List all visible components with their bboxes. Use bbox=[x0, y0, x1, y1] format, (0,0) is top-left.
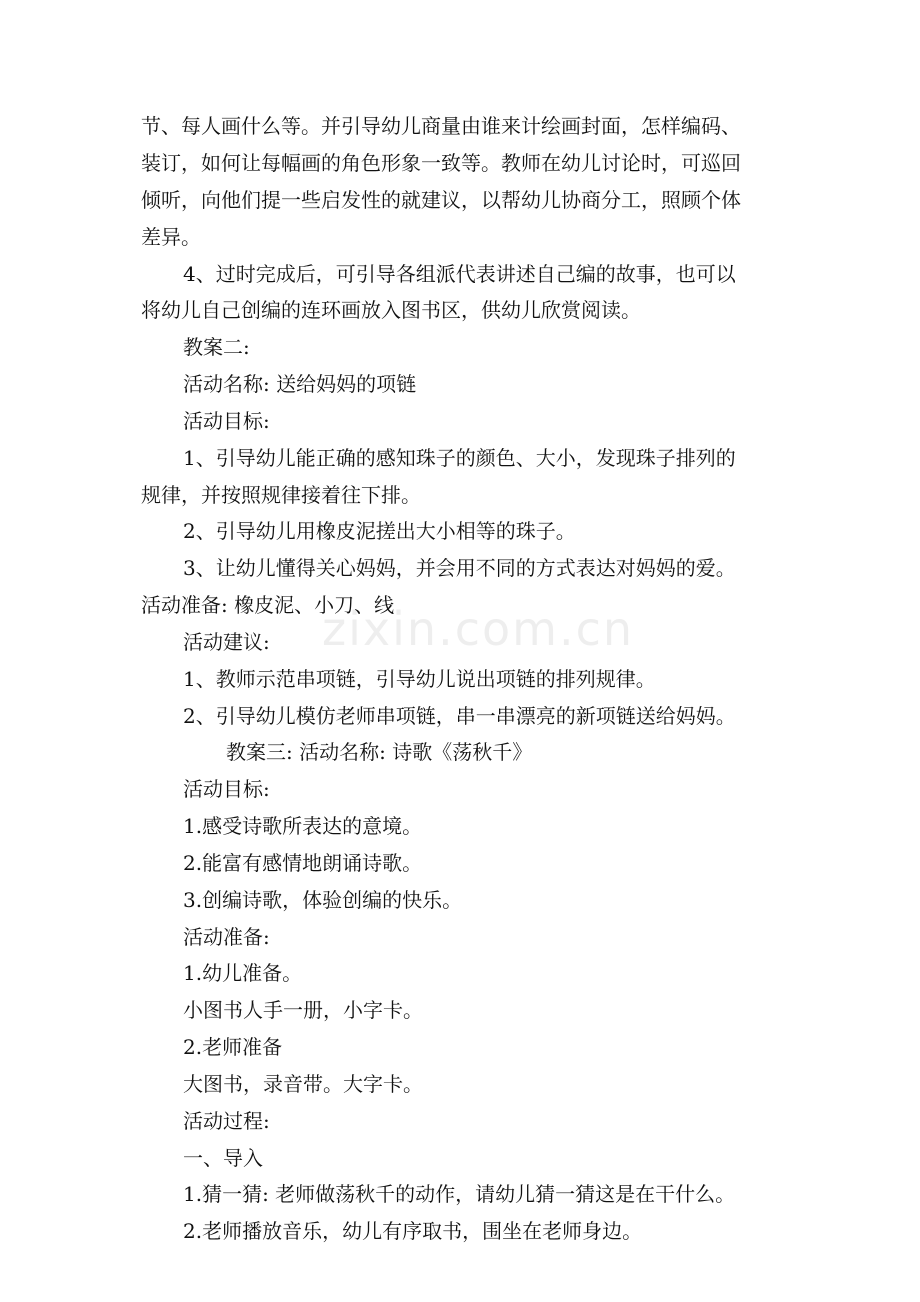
paragraph-line: 小图书人手一册，小字卡。 bbox=[183, 998, 423, 1022]
paragraph-line: 规律，并按照规律接着往下排。 bbox=[141, 483, 421, 507]
paragraph-line: 1、教师示范串项链，引导幼儿说出项链的排列规律。 bbox=[183, 667, 656, 691]
paragraph-line: 活动过程: bbox=[183, 1109, 270, 1133]
paragraph-line: 2.能富有感情地朗诵诗歌。 bbox=[183, 851, 423, 875]
paragraph-line: 将幼儿自己创编的连环画放入图书区，供幼儿欣赏阅读。 bbox=[141, 298, 641, 322]
paragraph-line: 3.创编诗歌，体验创编的快乐。 bbox=[183, 888, 463, 912]
paragraph-line: 2.老师准备 bbox=[183, 1035, 283, 1059]
paragraph-line: 1.猜一猜: 老师做荡秋千的动作，请幼儿猜一猜这是在干什么。 bbox=[183, 1182, 736, 1206]
watermark: zixin.com.cn bbox=[322, 602, 635, 656]
paragraph-line: 活动目标: bbox=[183, 409, 270, 433]
paragraph-line: 1.幼儿准备。 bbox=[183, 961, 303, 985]
paragraph-line: 倾听，向他们提一些启发性的就建议，以帮幼儿协商分工，照顾个体 bbox=[141, 188, 741, 212]
paragraph-line: 活动名称: 送给妈妈的项链 bbox=[183, 372, 417, 396]
paragraph-line: 活动建议: bbox=[183, 630, 270, 654]
section-heading: 教案三: 活动名称: 诗歌《荡秋千》 bbox=[226, 740, 533, 764]
paragraph-line: 4、过时完成后，可引导各组派代表讲述自己编的故事，也可以 bbox=[183, 262, 736, 286]
paragraph-line: 1.感受诗歌所表达的意境。 bbox=[183, 814, 423, 838]
section-heading: 教案二: bbox=[183, 335, 250, 359]
paragraph-line: 2.老师播放音乐，幼儿有序取书，围坐在老师身边。 bbox=[183, 1219, 643, 1243]
paragraph-line: 2、引导幼儿用橡皮泥搓出大小相等的珠子。 bbox=[183, 519, 576, 543]
paragraph-line: 大图书，录音带。大字卡。 bbox=[183, 1072, 423, 1096]
paragraph-line: 一、导入 bbox=[183, 1146, 263, 1170]
paragraph-line: 1、引导幼儿能正确的感知珠子的颜色、大小，发现珠子排列的 bbox=[183, 446, 736, 470]
paragraph-line: 2、引导幼儿模仿老师串项链，串一串漂亮的新项链送给妈妈。 bbox=[183, 704, 736, 728]
paragraph-line: 活动准备: bbox=[183, 925, 270, 949]
paragraph-line: 活动准备: 橡皮泥、小刀、线 bbox=[141, 593, 395, 617]
paragraph-line: 活动目标: bbox=[183, 777, 270, 801]
paragraph-line: 节、每人画什么等。并引导幼儿商量由谁来计绘画封面，怎样编码、 bbox=[141, 114, 741, 138]
paragraph-line: 3、让幼儿懂得关心妈妈，并会用不同的方式表达对妈妈的爱。 bbox=[183, 556, 736, 580]
paragraph-line: 装订，如何让每幅画的角色形象一致等。教师在幼儿讨论时，可巡回 bbox=[141, 151, 741, 175]
paragraph-line: 差异。 bbox=[141, 225, 201, 249]
